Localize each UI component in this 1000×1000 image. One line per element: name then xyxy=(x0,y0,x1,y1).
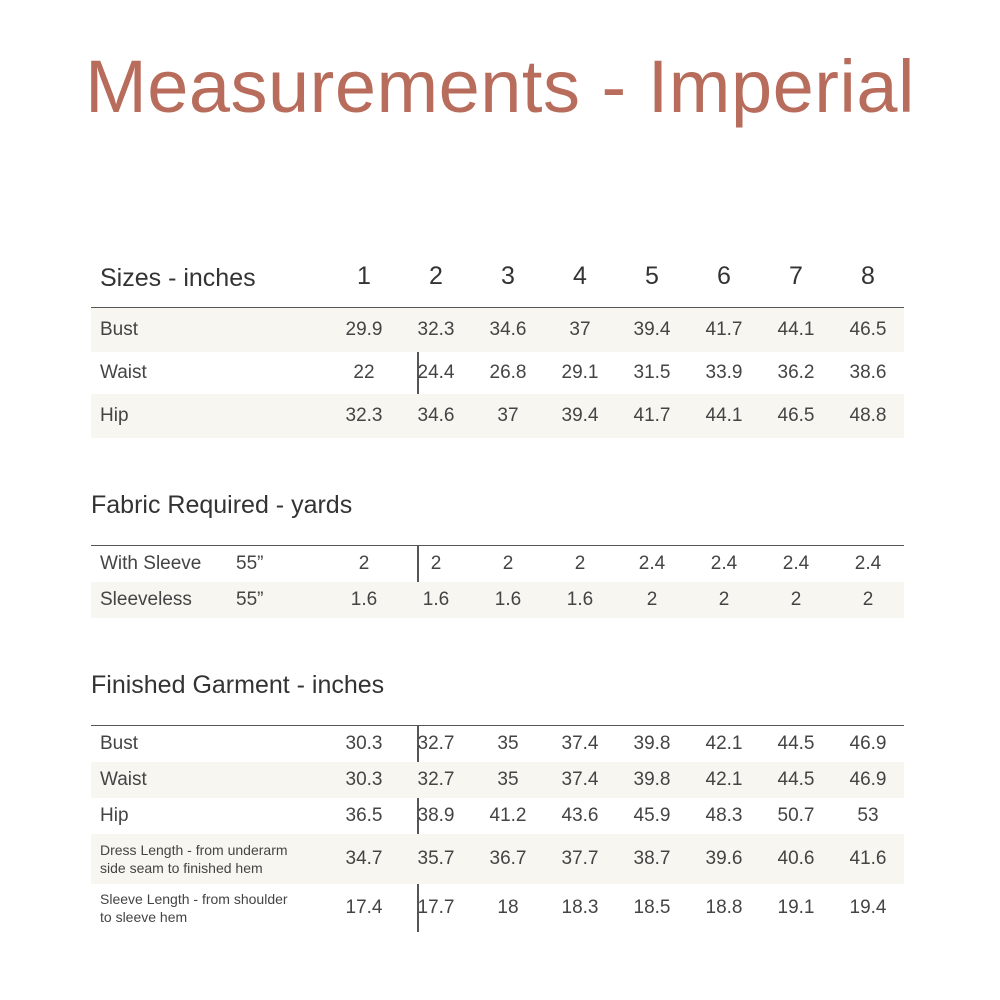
table-cell: 50.7 xyxy=(777,805,815,826)
table-cell: 32.3 xyxy=(417,319,455,340)
table-cell: 45.9 xyxy=(633,805,671,826)
table-cell: 19.1 xyxy=(777,897,815,918)
row-label xyxy=(100,890,288,926)
table-cell: 2 xyxy=(358,553,370,574)
table-cell: 48.8 xyxy=(849,405,887,426)
row-label-line: side seam to finished hem xyxy=(100,860,263,876)
table-cell: 2 xyxy=(646,589,658,610)
table-cell: 17.4 xyxy=(345,897,383,918)
table-cell: 30.3 xyxy=(345,733,383,754)
table-cell: 2.4 xyxy=(782,553,810,574)
fabric-heading: Fabric Required - yards xyxy=(91,491,353,519)
table-cell: 38.7 xyxy=(633,848,671,869)
table-cell: 34.6 xyxy=(417,405,455,426)
table-cell: 39.8 xyxy=(633,769,671,790)
table-cell: 41.6 xyxy=(849,848,887,869)
table-cell: 30.3 xyxy=(345,769,383,790)
table-row xyxy=(91,762,904,798)
table-cell: 41.7 xyxy=(705,319,743,340)
fabric-width: 55” xyxy=(236,553,264,574)
table-row xyxy=(91,884,904,932)
size-5: 5 xyxy=(645,262,659,290)
table-cell: 39.6 xyxy=(705,848,743,869)
table-cell: 38.9 xyxy=(417,805,455,826)
fabric-table xyxy=(91,545,904,618)
table-cell: 44.1 xyxy=(705,405,743,426)
row-label xyxy=(100,841,288,877)
table-cell: 44.1 xyxy=(777,319,815,340)
row-label: Hip xyxy=(100,805,129,826)
table-cell: 43.6 xyxy=(561,805,599,826)
table-cell: 18.3 xyxy=(561,897,599,918)
table-cell: 2.4 xyxy=(854,553,882,574)
table-cell: 18.8 xyxy=(705,897,743,918)
table-cell: 46.9 xyxy=(849,733,887,754)
sizes-header-row xyxy=(91,252,904,308)
table-cell: 46.5 xyxy=(777,405,815,426)
table-cell: 2.4 xyxy=(710,553,738,574)
table-cell: 34.7 xyxy=(345,848,383,869)
table-cell: 39.4 xyxy=(561,405,599,426)
table-cell: 18.5 xyxy=(633,897,671,918)
table-cell: 2 xyxy=(718,589,730,610)
table-cell: 48.3 xyxy=(705,805,743,826)
garment-heading: Finished Garment - inches xyxy=(91,671,385,699)
table-cell: 46.9 xyxy=(849,769,887,790)
table-cell: 31.5 xyxy=(633,362,671,383)
garment-table xyxy=(91,725,904,932)
row-label: Sleeveless xyxy=(100,589,192,610)
table-cell: 26.8 xyxy=(489,362,527,383)
table-cell: 37.7 xyxy=(561,848,599,869)
table-cell: 36.7 xyxy=(489,848,527,869)
table-cell: 19.4 xyxy=(849,897,887,918)
table-cell: 39.8 xyxy=(633,733,671,754)
table-cell: 53 xyxy=(857,805,879,826)
table-cell: 1.6 xyxy=(494,589,522,610)
table-cell: 35 xyxy=(497,733,519,754)
table-row xyxy=(91,582,904,618)
table-cell: 38.6 xyxy=(849,362,887,383)
table-cell: 2 xyxy=(430,553,442,574)
table-cell: 2.4 xyxy=(638,553,666,574)
size-6: 6 xyxy=(717,262,731,290)
body-sizes-table xyxy=(91,307,904,438)
table-cell: 44.5 xyxy=(777,733,815,754)
table-cell: 40.6 xyxy=(777,848,815,869)
page-title: Measurements - Imperial xyxy=(85,45,915,128)
size-3: 3 xyxy=(501,262,515,290)
row-label: With Sleeve xyxy=(100,553,202,574)
table-cell: 42.1 xyxy=(705,769,743,790)
table-cell: 44.5 xyxy=(777,769,815,790)
table-cell: 42.1 xyxy=(705,733,743,754)
sizes-heading: Sizes - inches xyxy=(100,264,256,292)
table-cell: 22 xyxy=(353,362,375,383)
size-7: 7 xyxy=(789,262,803,290)
row-label: Waist xyxy=(100,769,147,790)
row-label: Hip xyxy=(100,405,129,426)
row-label: Bust xyxy=(100,733,139,754)
table-row xyxy=(91,546,904,582)
row-label-line: to sleeve hem xyxy=(100,909,188,925)
table-row xyxy=(91,394,904,438)
table-cell: 39.4 xyxy=(633,319,671,340)
table-cell: 37.4 xyxy=(561,769,599,790)
table-cell: 2 xyxy=(790,589,802,610)
row-label: Waist xyxy=(100,362,147,383)
table-cell: 35.7 xyxy=(417,848,455,869)
table-cell: 29.1 xyxy=(561,362,599,383)
table-cell: 1.6 xyxy=(350,589,378,610)
row-label: Bust xyxy=(100,319,139,340)
table-cell: 37 xyxy=(569,319,591,340)
table-cell: 1.6 xyxy=(566,589,594,610)
table-row xyxy=(91,834,904,884)
table-cell: 35 xyxy=(497,769,519,790)
table-cell: 18 xyxy=(497,897,519,918)
table-cell: 32.7 xyxy=(417,769,455,790)
table-cell: 2 xyxy=(502,553,514,574)
table-row xyxy=(91,798,904,834)
size-2: 2 xyxy=(429,262,443,290)
table-cell: 34.6 xyxy=(489,319,527,340)
size-1: 1 xyxy=(357,262,371,290)
size-8: 8 xyxy=(861,262,875,290)
row-label-line: Dress Length - from underarm xyxy=(100,842,288,858)
table-cell: 36.5 xyxy=(345,805,383,826)
table-cell: 41.7 xyxy=(633,405,671,426)
row-label-line: Sleeve Length - from shoulder xyxy=(100,891,288,907)
table-cell: 33.9 xyxy=(705,362,743,383)
table-row xyxy=(91,352,904,394)
table-cell: 41.2 xyxy=(489,805,527,826)
fabric-width: 55” xyxy=(236,589,264,610)
table-cell: 29.9 xyxy=(345,319,383,340)
table-cell: 37.4 xyxy=(561,733,599,754)
table-row xyxy=(91,308,904,352)
table-row xyxy=(91,726,904,762)
size-4: 4 xyxy=(573,262,587,290)
table-cell: 36.2 xyxy=(777,362,815,383)
table-cell: 32.7 xyxy=(417,733,455,754)
table-cell: 37 xyxy=(497,405,519,426)
table-cell: 46.5 xyxy=(849,319,887,340)
table-cell: 2 xyxy=(862,589,874,610)
table-cell: 24.4 xyxy=(417,362,455,383)
table-cell: 17.7 xyxy=(417,897,455,918)
table-cell: 2 xyxy=(574,553,586,574)
table-cell: 32.3 xyxy=(345,405,383,426)
table-cell: 1.6 xyxy=(422,589,450,610)
